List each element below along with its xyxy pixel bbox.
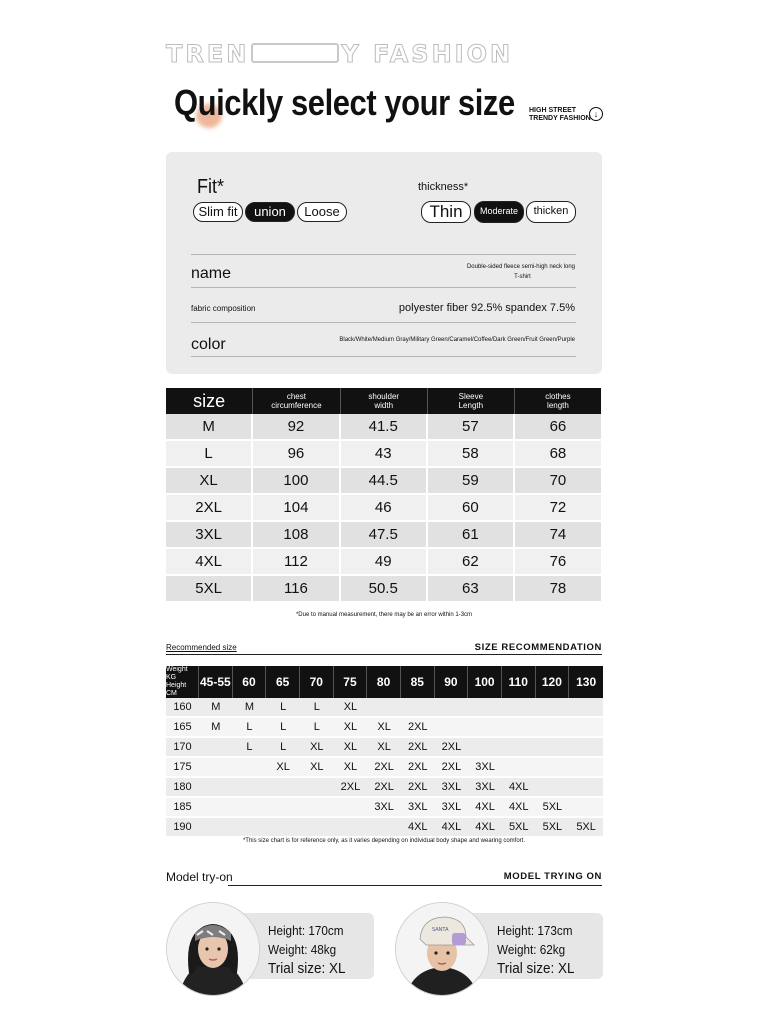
fit-option-union[interactable]: union [245, 202, 295, 222]
recommended-size-cell [536, 698, 570, 718]
recommended-size-cell: 4XL [468, 818, 502, 838]
recommendation-row [166, 758, 603, 778]
recommended-size-cell: XL [334, 698, 368, 718]
measurement-cell: 72 [515, 495, 601, 522]
color-value: Black/White/Medium Gray/Military Green/Caramel/Coffee/Dark Green/Fruit Green/Purple [339, 337, 575, 343]
recommended-size-cell: 2XL [367, 758, 401, 778]
measurement-cell: 43 [341, 441, 428, 468]
model-1-trial-size: Trial size: XL [268, 960, 346, 977]
measurement-cell: 44.5 [341, 468, 428, 495]
chest-header-line-1: chest [286, 392, 306, 401]
recommended-size-cell [367, 698, 401, 718]
recommended-size-cell: L [266, 698, 300, 718]
recommendation-note: *This size chart is for reference only, as it varies depending on individual body shape and wearing comfort. [242, 838, 526, 844]
recommended-size-cell: 5XL [569, 818, 603, 838]
fit-option-loose[interactable]: Loose [297, 202, 347, 222]
page-title: Quickly select your size [174, 82, 515, 123]
recommended-size-cell: 5XL [502, 818, 536, 838]
recommended-size-cell [199, 758, 233, 778]
recommended-size-cell: 2XL [401, 738, 435, 758]
model-photo-1 [166, 902, 260, 996]
recommended-size-cell: 3XL [367, 798, 401, 818]
recommended-size-cell: XL [266, 758, 300, 778]
recommended-size-cell: 4XL [401, 818, 435, 838]
recommended-size-cell: L [233, 718, 267, 738]
recommended-size-cell [266, 778, 300, 798]
measurement-cell: 60 [428, 495, 515, 522]
measurement-cell: 100 [253, 468, 340, 495]
recommended-size-cell: L [233, 738, 267, 758]
recommended-size-cell [233, 778, 267, 798]
tagline-line-2: TRENDY FASHION [529, 115, 591, 122]
recommended-size-cell [266, 798, 300, 818]
measurement-cell: 46 [341, 495, 428, 522]
recommended-size-cell [435, 698, 469, 718]
thickness-option-thicken[interactable]: thicken [526, 201, 576, 223]
recommended-size-cell: L [266, 738, 300, 758]
fabric-label: fabric composition [191, 304, 256, 313]
recommended-size-cell: L [300, 698, 334, 718]
weight-header: 80 [367, 666, 401, 698]
divider [228, 885, 602, 886]
sleeve-header-line-2: Length [458, 401, 484, 410]
recommended-size-cell [334, 798, 368, 818]
recommended-size-cell [468, 698, 502, 718]
shoulder-header-line-1: shoulder [368, 392, 400, 401]
measurement-cell: 108 [253, 522, 340, 549]
recommended-size-cell [569, 718, 603, 738]
measurement-cell: 116 [253, 576, 340, 603]
model-2-illustration [396, 903, 488, 995]
measurement-cell: 92 [253, 414, 340, 441]
recommended-size-cell: 3XL [435, 778, 469, 798]
size-table-header [166, 388, 601, 414]
size-row [166, 414, 601, 441]
size-row [166, 522, 601, 549]
measurement-cell: 59 [428, 468, 515, 495]
recommended-size-cell: 3XL [468, 758, 502, 778]
height-cell: 190 [166, 818, 199, 838]
measurement-cell: 41.5 [341, 414, 428, 441]
name-value-line-2: T-shirt [514, 274, 531, 280]
fit-option-slim[interactable]: Slim fit [193, 202, 243, 222]
length-header-line-1: clothes [545, 392, 571, 401]
model-trying-on-heading: MODEL TRYING ON [503, 871, 602, 882]
recommendation-row [166, 738, 603, 758]
recommended-size-cell: XL [300, 738, 334, 758]
size-cell: 4XL [166, 549, 253, 576]
recommended-size-cell [569, 798, 603, 818]
brand-text-right: Y FASHION [341, 40, 514, 68]
chest-header-line-2: circumference [271, 401, 322, 410]
recommended-size-cell: 2XL [435, 738, 469, 758]
recommended-size-cell: 2XL [401, 778, 435, 798]
recommended-size-cell [199, 778, 233, 798]
size-table-body [166, 414, 601, 603]
fit-title: Fit* [197, 176, 224, 198]
size-row [166, 441, 601, 468]
measurement-cell: 63 [428, 576, 515, 603]
recommended-size-cell: 4XL [502, 778, 536, 798]
height-cell: 170 [166, 738, 199, 758]
length-header [515, 388, 601, 414]
recommended-size-label: Recommended size [166, 643, 237, 652]
weight-header: 75 [334, 666, 368, 698]
weight-height-corner [166, 666, 199, 698]
length-header-line-2: length [547, 401, 569, 410]
weight-header: 65 [266, 666, 300, 698]
recommended-size-cell [233, 758, 267, 778]
recommended-size-cell [435, 718, 469, 738]
weight-header: 100 [468, 666, 502, 698]
measurement-cell: 74 [515, 522, 601, 549]
recommended-size-cell [468, 738, 502, 758]
recommended-size-cell: XL [334, 738, 368, 758]
recommended-size-cell: 3XL [468, 778, 502, 798]
weight-header: 130 [569, 666, 603, 698]
model-1-illustration [167, 903, 259, 995]
measurement-cell: 61 [428, 522, 515, 549]
weight-header: 45-55 [199, 666, 233, 698]
recommended-size-cell: 4XL [435, 818, 469, 838]
arrow-down-circle-icon: ↓ [589, 107, 603, 121]
model-tryon-label: Model try-on [166, 870, 233, 884]
size-recommendation-heading: SIZE RECOMMENDATION [474, 642, 602, 653]
recommendation-row [166, 778, 603, 798]
recommended-size-cell [502, 718, 536, 738]
name-value [420, 262, 575, 282]
name-value-line-1: Double-sided fleece semi-high neck long [466, 264, 575, 270]
model-1-weight: Weight: 48kg [268, 942, 337, 957]
svg-text:SANTA: SANTA [432, 927, 449, 933]
recommended-size-cell [536, 718, 570, 738]
fabric-value: polyester fiber 92.5% spandex 7.5% [398, 302, 575, 314]
recommended-size-cell: XL [367, 738, 401, 758]
recommended-size-cell: 2XL [401, 718, 435, 738]
size-row [166, 549, 601, 576]
recommendation-header [166, 666, 603, 698]
recommended-size-cell: M [233, 698, 267, 718]
chest-header [253, 388, 340, 414]
recommended-size-cell [468, 718, 502, 738]
recommended-size-cell [233, 798, 267, 818]
recommended-size-cell: 2XL [367, 778, 401, 798]
recommended-size-cell: L [300, 718, 334, 738]
model-2-trial-size: Trial size: XL [497, 960, 575, 977]
measurement-cell: 68 [515, 441, 601, 468]
recommended-size-cell: M [199, 718, 233, 738]
thickness-title: thickness* [418, 181, 469, 193]
recommended-size-cell: 3XL [401, 798, 435, 818]
recommended-size-cell: XL [334, 718, 368, 738]
measurement-cell: 112 [253, 549, 340, 576]
weight-header: 120 [536, 666, 570, 698]
thickness-option-moderate[interactable]: Moderate [474, 201, 524, 223]
recommended-size-cell: 5XL [536, 818, 570, 838]
height-cell: 185 [166, 798, 199, 818]
recommended-size-cell [300, 798, 334, 818]
recommendation-table [166, 666, 603, 838]
size-cell: 3XL [166, 522, 253, 549]
measurement-cell: 104 [253, 495, 340, 522]
recommended-size-cell [536, 758, 570, 778]
recommended-size-cell [300, 778, 334, 798]
model-1-height: Height: 170cm [268, 923, 344, 938]
brand-text-left: TREN [166, 40, 250, 68]
recommended-size-cell [199, 738, 233, 758]
divider [191, 254, 576, 255]
recommended-size-cell [300, 818, 334, 838]
recommended-size-cell: XL [300, 758, 334, 778]
brand-gap-shape [251, 43, 339, 63]
recommendation-row [166, 718, 603, 738]
recommendation-body [166, 698, 603, 838]
divider [191, 356, 576, 357]
brand-wordmark [166, 40, 513, 68]
corner-weight: Weight KG [166, 666, 188, 681]
measurement-cell: 50.5 [341, 576, 428, 603]
divider [191, 287, 576, 288]
recommended-size-cell [536, 738, 570, 758]
recommendation-row [166, 818, 603, 838]
size-row [166, 495, 601, 522]
tagline-line-1: HIGH STREET [529, 107, 577, 114]
sleeve-header [428, 388, 515, 414]
measurement-cell: 62 [428, 549, 515, 576]
recommended-size-cell [199, 798, 233, 818]
recommended-size-cell [266, 818, 300, 838]
recommended-size-cell [569, 698, 603, 718]
recommended-size-cell: 4XL [502, 798, 536, 818]
size-row [166, 576, 601, 603]
recommended-size-cell [401, 698, 435, 718]
shoulder-header-line-2: width [374, 401, 394, 410]
measurement-note: *Due to manual measurement, there may be an error within 1-3cm [295, 612, 473, 618]
recommended-size-cell [502, 698, 536, 718]
recommended-size-cell [233, 818, 267, 838]
size-header: size [166, 388, 253, 414]
divider [166, 654, 602, 655]
recommended-size-cell: 2XL [435, 758, 469, 778]
measurement-cell: 58 [428, 441, 515, 468]
weight-header: 60 [233, 666, 267, 698]
weight-header: 70 [300, 666, 334, 698]
corner-height: Height CM [166, 682, 187, 697]
model-2-weight: Weight: 62kg [497, 942, 566, 957]
size-row [166, 468, 601, 495]
model-2-stats [497, 921, 575, 978]
height-cell: 160 [166, 698, 199, 718]
recommended-size-cell [334, 818, 368, 838]
recommended-size-cell: XL [334, 758, 368, 778]
measurement-cell: 76 [515, 549, 601, 576]
model-2-height: Height: 173cm [497, 923, 573, 938]
recommended-size-cell: 5XL [536, 798, 570, 818]
measurement-cell: 96 [253, 441, 340, 468]
measurement-cell: 57 [428, 414, 515, 441]
size-cell: L [166, 441, 253, 468]
recommended-size-cell [569, 758, 603, 778]
recommended-size-cell [536, 778, 570, 798]
thickness-option-thin[interactable]: Thin [421, 201, 471, 223]
model-photo-2 [395, 902, 489, 996]
height-cell: 180 [166, 778, 199, 798]
weight-header: 110 [502, 666, 536, 698]
recommended-size-cell [569, 778, 603, 798]
size-cell: 2XL [166, 495, 253, 522]
weight-header: 85 [401, 666, 435, 698]
size-cell: M [166, 414, 253, 441]
weight-header: 90 [435, 666, 469, 698]
height-cell: 175 [166, 758, 199, 778]
recommended-size-cell: M [199, 698, 233, 718]
tagline [529, 107, 591, 123]
recommended-size-cell: 2XL [401, 758, 435, 778]
model-1-stats [268, 921, 346, 978]
measurement-cell: 49 [341, 549, 428, 576]
shoulder-header [341, 388, 428, 414]
recommended-size-cell: L [266, 718, 300, 738]
recommended-size-cell: 3XL [435, 798, 469, 818]
color-label: color [191, 336, 226, 353]
recommended-size-cell: XL [367, 718, 401, 738]
recommended-size-cell [502, 758, 536, 778]
size-cell: 5XL [166, 576, 253, 603]
recommendation-row [166, 798, 603, 818]
measurement-cell: 78 [515, 576, 601, 603]
recommendation-row [166, 698, 603, 718]
sleeve-header-line-1: Sleeve [458, 392, 484, 401]
measurement-cell: 70 [515, 468, 601, 495]
recommended-size-cell [367, 818, 401, 838]
divider [191, 322, 576, 323]
recommended-size-cell: 2XL [334, 778, 368, 798]
measurement-cell: 66 [515, 414, 601, 441]
recommended-size-cell [569, 738, 603, 758]
size-cell: XL [166, 468, 253, 495]
recommended-size-cell [199, 818, 233, 838]
name-label: name [191, 265, 232, 282]
recommended-size-cell: 4XL [468, 798, 502, 818]
recommended-size-cell [502, 738, 536, 758]
size-table [166, 388, 601, 603]
measurement-cell: 47.5 [341, 522, 428, 549]
height-cell: 165 [166, 718, 199, 738]
